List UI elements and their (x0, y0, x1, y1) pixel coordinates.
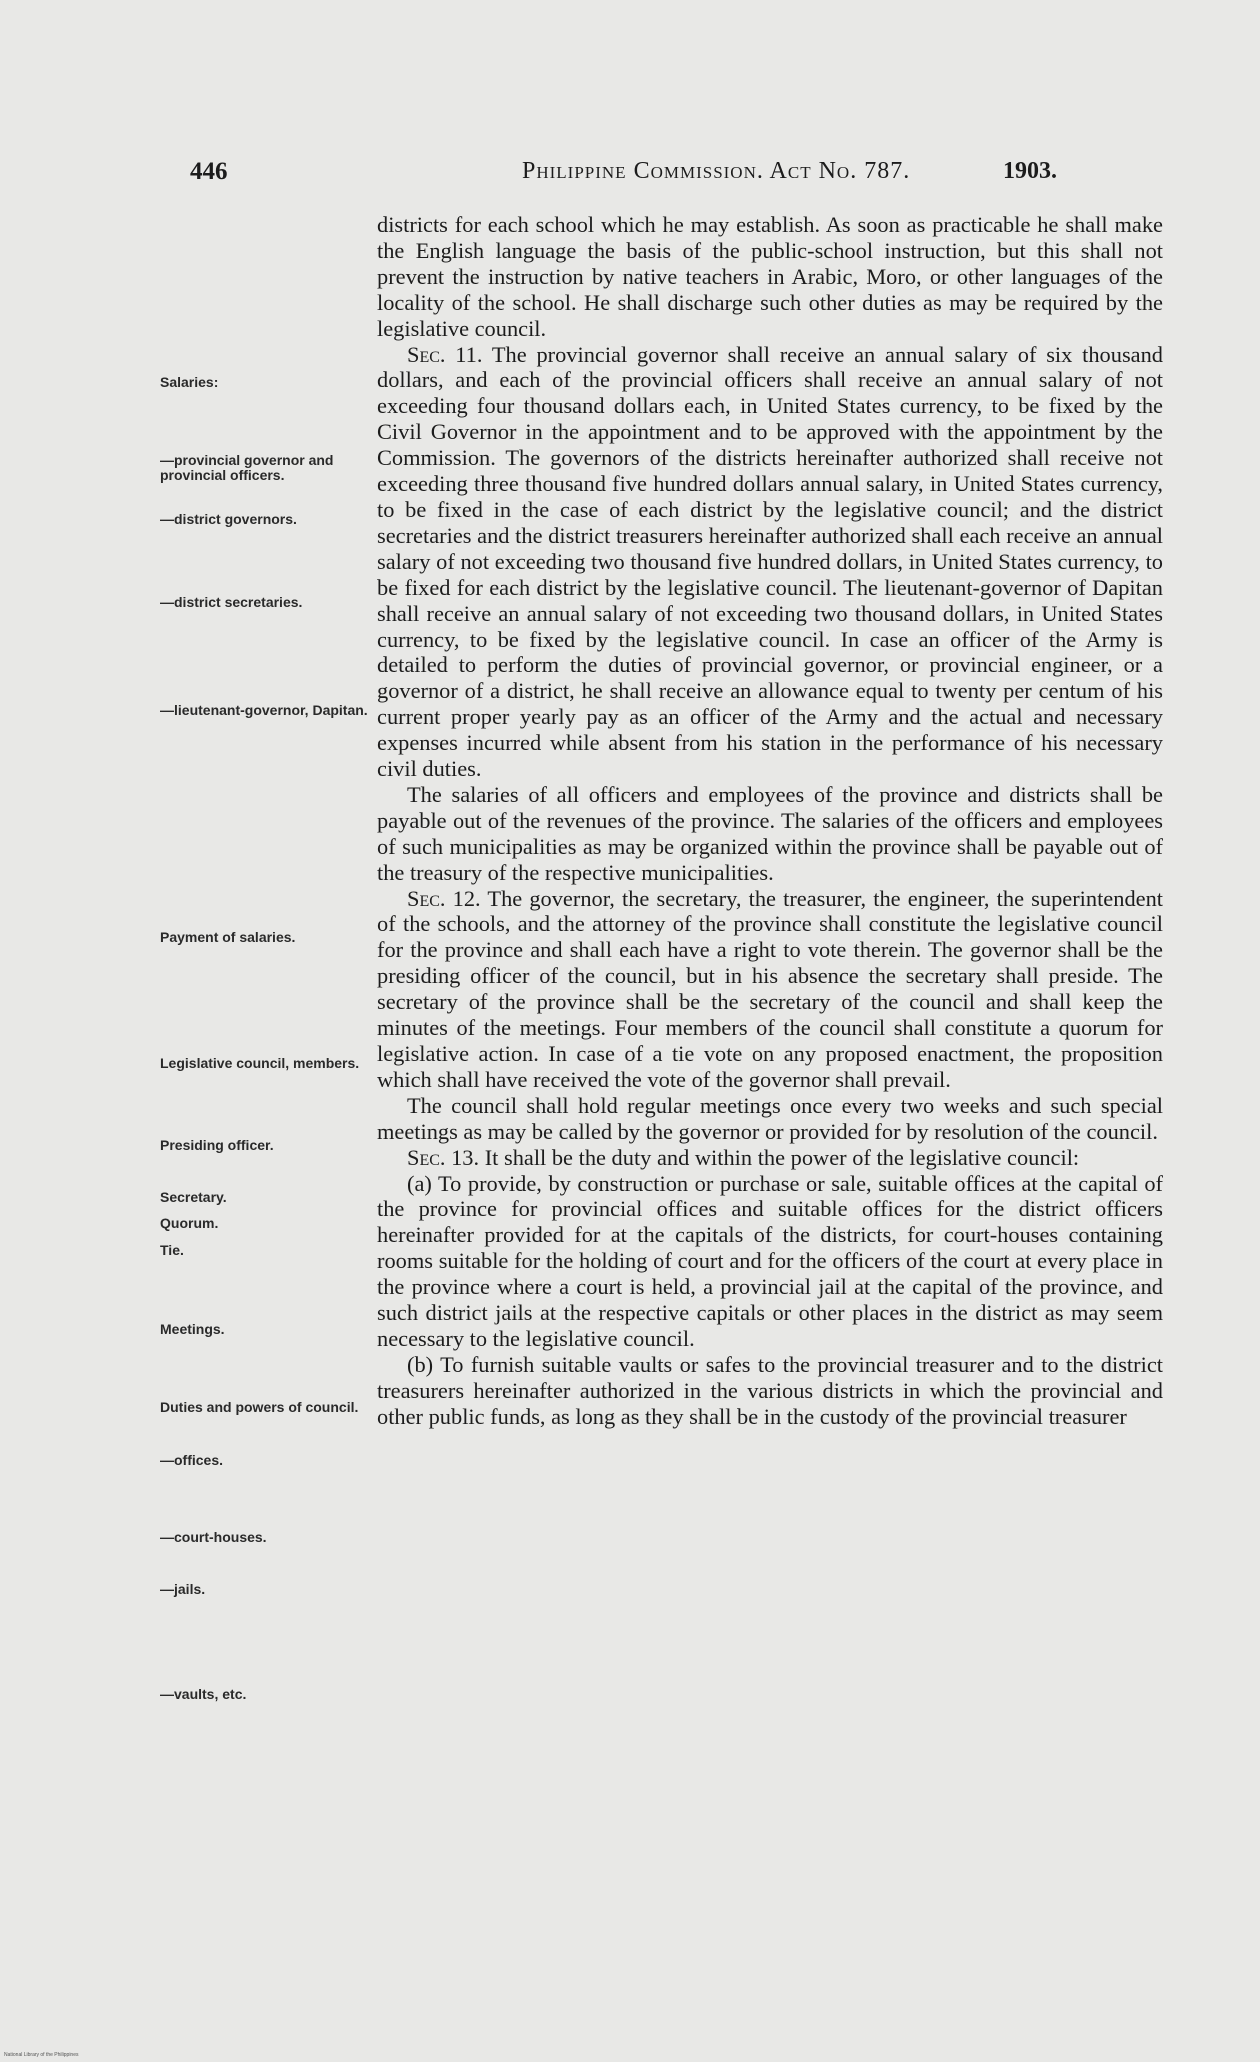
paragraph-text: The provincial governor shall receive an annual salary of six thousand dollars, and each of the provincial officers shall receive an annual salary of not exceeding four thousand dollars each, in United States currency, to be fixed by the Civil Governor in the appointment and to be approved with the appointment by the Commission. The governors of the districts hereinafter authorized shall receive not exceeding three thousand five hundred dollars annual salary, in United States currency, to be fixed in the case of each district by the legislative council; and the district secretaries and the district treasurers hereinafter authorized shall each receive an annual salary of not exceeding two thousand five hundred dollars, in United States currency, to be fixed for each district by the legislative council. The lieutenant-governor of Dapitan shall receive an annual salary of not exceeding two thousand dollars, in United States currency, to be fixed by the legislative council. In case an officer of the Army is detailed to perform the duties of provincial governor, or provincial engineer, or a governor of a district, he shall receive an allowance equal to twenty per centum of his current proper yearly pay as an officer of the Army and the actual and necessary expenses incurred while absent from his station in the performance of his necessary civil duties. (377, 341, 1163, 782)
year: 1903. (1003, 158, 1057, 184)
paragraph (377, 886, 1163, 1093)
paragraph-text: To provide, by construction or purchase or sale, suitable offices at the capital of the province for provincial offices and suitable offices for the district officers hereinafter provided for at the capitals of the districts, for court-houses containing rooms suitable for the holding of court and for the officers of the court at every place in the province where a court is held, a provincial jail at the capital of the province, and such district jails at the respective capitals or other places in the district as may seem necessary to the legislative council. (377, 1170, 1164, 1351)
paragraph-text: It shall be the duty and within the power of the legislative council: (484, 1144, 1080, 1170)
margin-note: Legislative council, members. (160, 1055, 360, 1071)
margin-note: —district governors. (160, 511, 297, 527)
paragraph-text: The governor, the secretary, the treasurer, the engineer, the superintendent of the schools, and the attorney of the province shall constitute the legislative council for the province and shall each have a right to vote therein. The governor shall be the presiding officer of the council, but in his absence the secretary shall preside. The secretary of the province shall be the secretary of the council and shall keep the minutes of the meetings. Four members of the council shall constitute a quorum for legislative action. In case of a tie vote on any proposed enactment, the proposition which shall have received the vote of the governor shall prevail. (377, 885, 1163, 1092)
item-label: (a) (407, 1170, 432, 1196)
margin-note: Quorum. (160, 1215, 219, 1231)
margin-note: Tie. (160, 1242, 184, 1258)
margin-note: —vaults, etc. (160, 1686, 247, 1702)
margin-note: —district secretaries. (160, 594, 303, 610)
scan-credit: National Library of the Philippines (4, 2052, 79, 2058)
paragraph (377, 1093, 1163, 1145)
body-text (377, 212, 1163, 1430)
margin-note: —provincial governor and provincial officers. (160, 452, 334, 483)
margin-note: Salaries: (160, 374, 219, 390)
paragraph-text: The council shall hold regular meetings once every two weeks and such special meetings as may be called by the governor or provided for by resolution of the council. (377, 1092, 1163, 1144)
paragraph (377, 1171, 1163, 1352)
paragraph (377, 342, 1163, 782)
page-number: 446 (190, 158, 228, 185)
margin-notes (0, 0, 375, 2062)
paragraph (377, 1145, 1163, 1171)
paragraph (377, 212, 1163, 342)
margin-note: —jails. (160, 1581, 206, 1597)
section-label: Sec. 12. (407, 885, 481, 911)
paragraph-text: districts for each school which he may establish. As soon as practicable he shall make the English language the basis of the public-school instruction, but this shall not prevent the instruction by native teachers in Arabic, Moro, or other languages of the locality of the school. He shall discharge such other duties as may be required by the legislative council. (377, 212, 1163, 341)
margin-note: —offices. (160, 1452, 224, 1468)
paragraph-text: To furnish suitable vaults or safes to the provincial treasurer and to the district treasurers hereinafter authorized in the various districts in which the provincial and other public funds, as long as they shall be in the custody of the provincial treasurer (377, 1351, 1163, 1429)
margin-note: Secretary. (160, 1189, 227, 1205)
paragraph (377, 1352, 1163, 1430)
item-label: (b) (407, 1351, 434, 1377)
paragraph-text: The salaries of all officers and employees of the province and districts shall be payable out of the revenues of the province. The salaries of the officers and employees of such municipalities as may be organized within the province shall be payable out of the treasury of the respective municipalities. (377, 781, 1163, 885)
margin-note: Payment of salaries. (160, 929, 296, 945)
section-label: Sec. 13. (407, 1144, 480, 1170)
margin-note: Duties and powers of council. (160, 1399, 359, 1415)
margin-note: Meetings. (160, 1321, 225, 1337)
paragraph (377, 782, 1163, 886)
margin-note: —court-houses. (160, 1529, 267, 1545)
margin-note: —lieutenant-governor, Dapitan. (160, 702, 368, 718)
section-label: Sec. 11. (407, 341, 483, 367)
running-title: Philippine Commission. Act No. 787. (522, 158, 911, 184)
margin-note: Presiding officer. (160, 1137, 274, 1153)
